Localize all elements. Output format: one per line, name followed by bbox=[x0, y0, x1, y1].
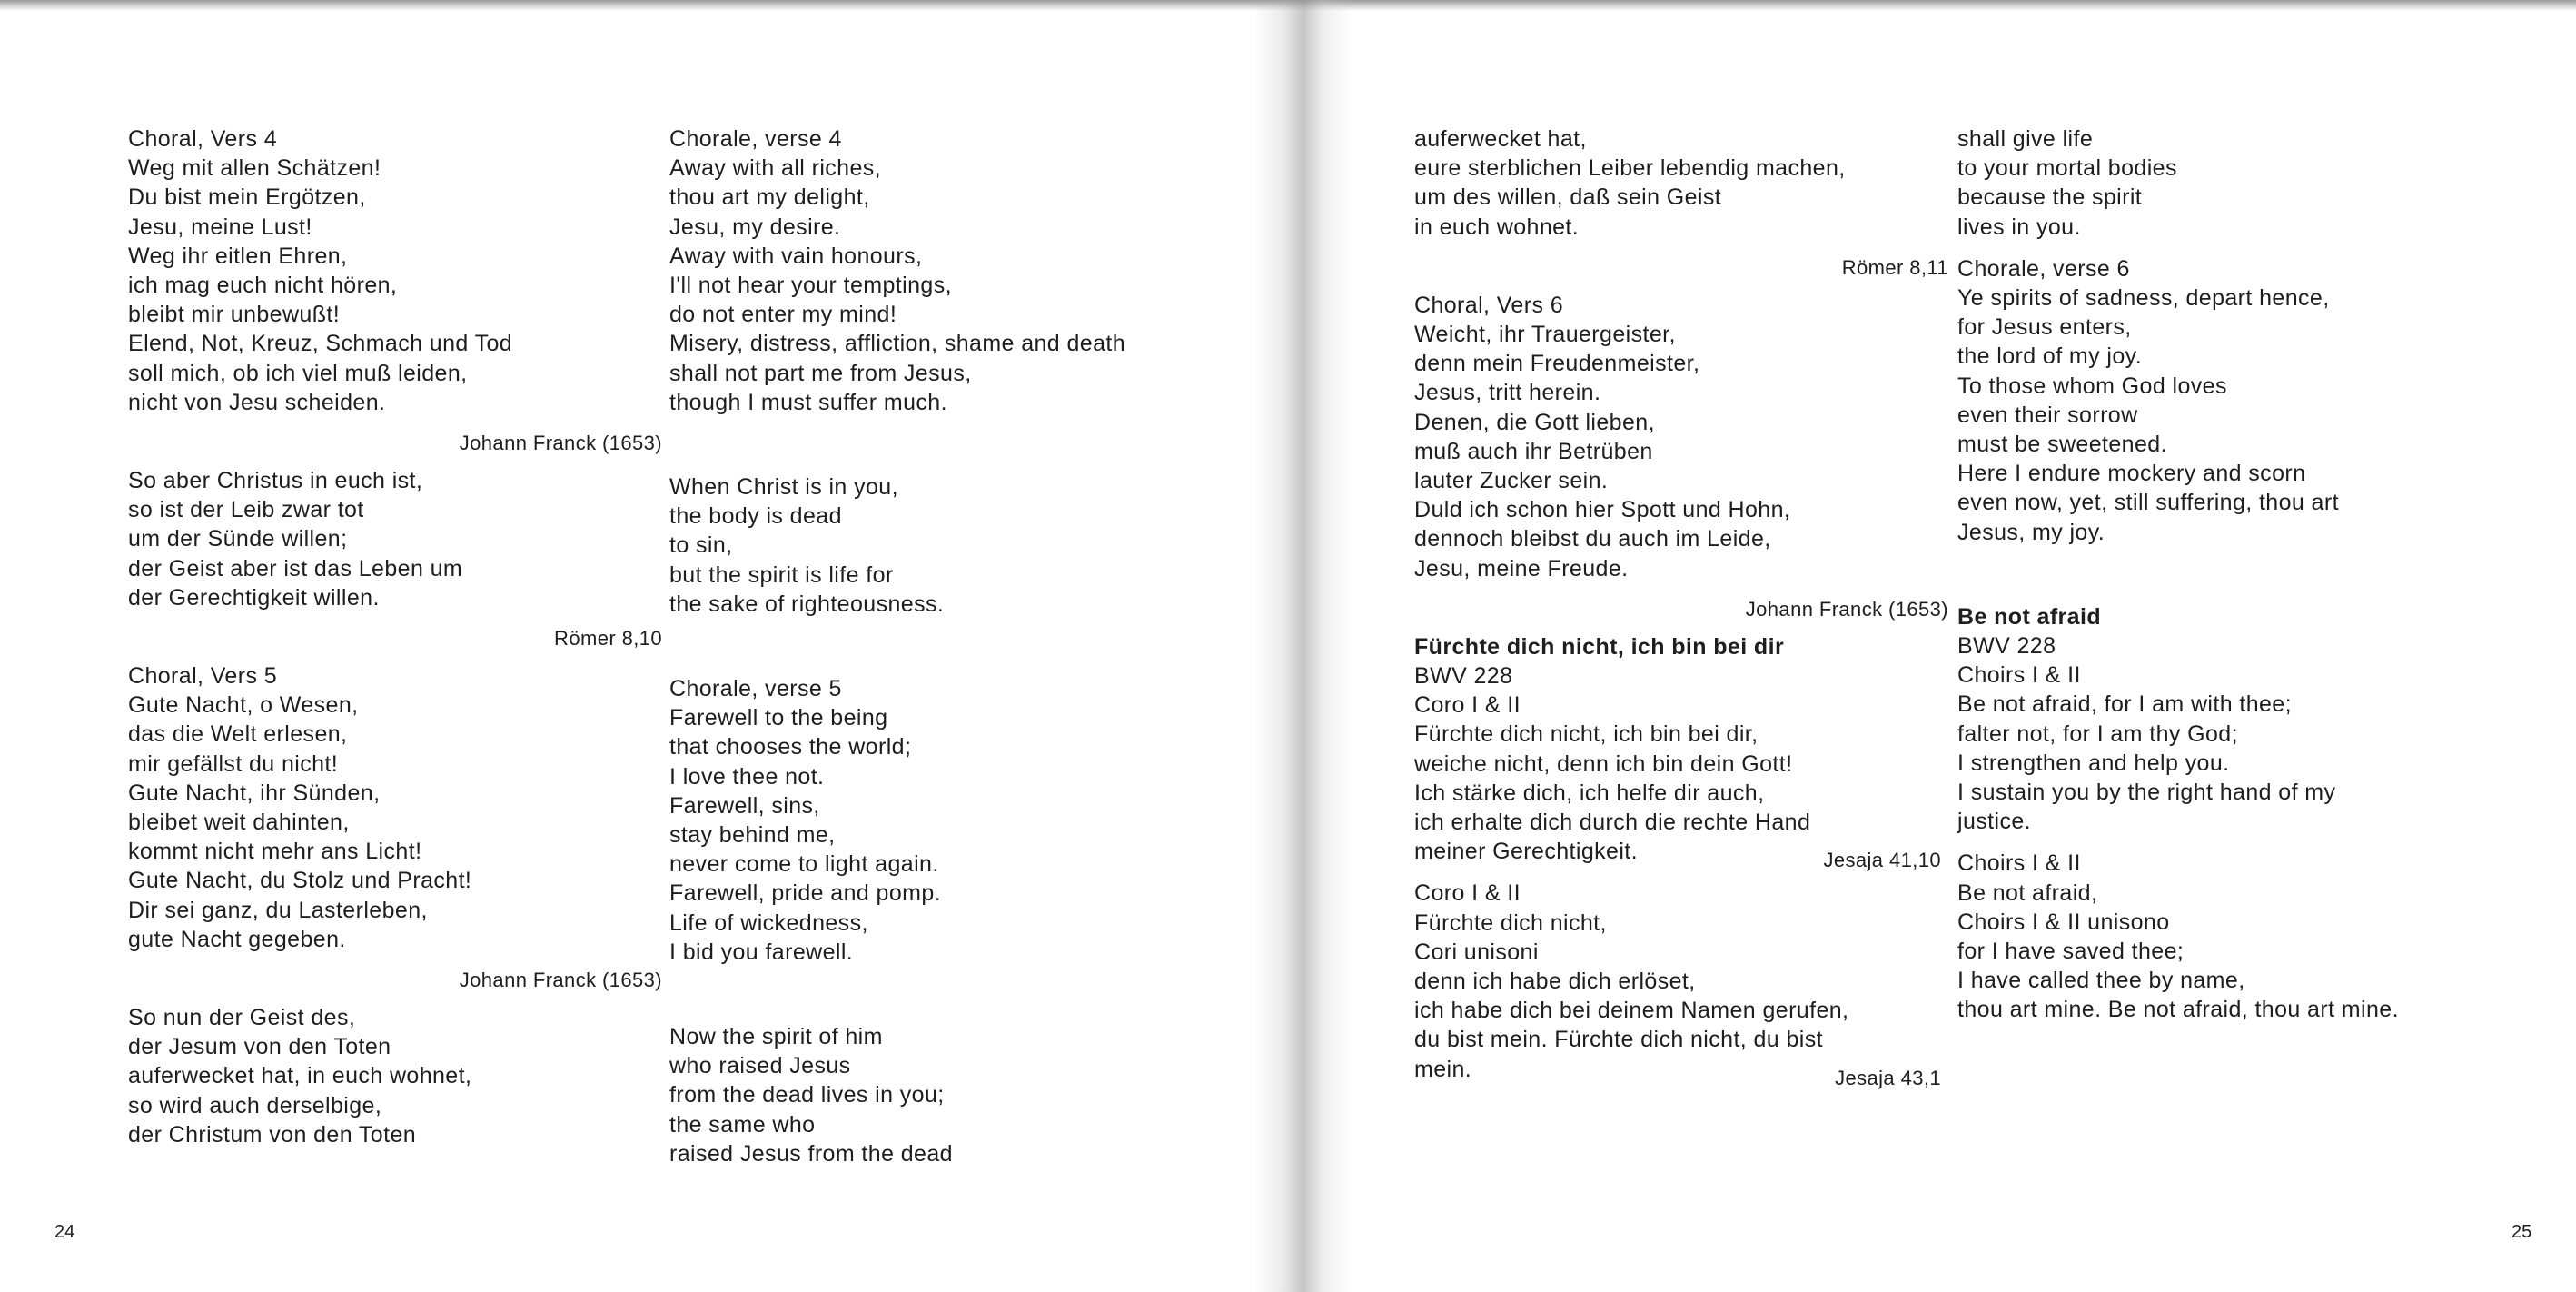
section-heading: Choral, Vers 5 bbox=[128, 663, 278, 690]
verse-line: muß auch ihr Betrüben bbox=[1414, 438, 1653, 464]
verse-line: falter not, for I am thy God; bbox=[1957, 721, 2238, 747]
verse-line: thou art mine. Be not afraid, thou art mine. bbox=[1957, 997, 2399, 1023]
verse-line: even now, yet, still suffering, thou art bbox=[1957, 490, 2339, 516]
verse-line: Fürchte dich nicht, ich bin bei dir, bbox=[1414, 721, 1759, 748]
verse-line: for I have saved thee; bbox=[1957, 939, 2185, 965]
verse-line: so wird auch derselbige, bbox=[128, 1092, 382, 1118]
verse-line: even their sorrow bbox=[1957, 402, 2138, 428]
book-spine-shadow bbox=[1253, 0, 1353, 1292]
section-heading: Choirs I & II unisono bbox=[1957, 909, 2170, 935]
verse-line: der Gerechtigkeit willen. bbox=[128, 584, 380, 611]
verse-line: Life of wickedness, bbox=[669, 909, 868, 936]
verse-line: that chooses the world; bbox=[669, 734, 912, 760]
section-heading: Choirs I & II bbox=[1957, 662, 2081, 689]
verse-line: the body is dead bbox=[669, 503, 842, 530]
section-heading: Be not afraid, bbox=[1957, 880, 2098, 906]
verse-line: gute Nacht gegeben. bbox=[128, 926, 346, 952]
verse-block bbox=[1414, 720, 1959, 872]
verse-line: Farewell, pride and pomp. bbox=[669, 880, 942, 907]
verse-line: Now the spirit of him bbox=[669, 1024, 883, 1050]
verse-block bbox=[1957, 690, 2502, 836]
verse-line: Elend, Not, Kreuz, Schmach und Tod bbox=[128, 331, 513, 357]
verse-line: shall not part me from Jesus, bbox=[669, 360, 972, 386]
verse-block bbox=[669, 1022, 1214, 1168]
verse-line-with-citation bbox=[1414, 837, 1959, 872]
inline-source-citation: Jesaja 43,1 bbox=[1835, 1066, 1941, 1089]
source-citation: Johann Franck (1653) bbox=[459, 432, 662, 455]
verse-block bbox=[1414, 967, 1959, 1089]
verse-block bbox=[669, 472, 1214, 619]
verse-block bbox=[1957, 124, 2502, 242]
verse-line: ich mag euch nicht hören, bbox=[128, 273, 398, 299]
verse-line: Gute Nacht, ihr Sünden, bbox=[128, 780, 381, 806]
stanza-spacer bbox=[669, 631, 1214, 674]
verse-line: to sin, bbox=[669, 532, 733, 559]
stanza-spacer bbox=[669, 979, 1214, 1022]
verse-line: To those whom God loves bbox=[1957, 373, 2227, 399]
verse-block bbox=[1957, 283, 2502, 547]
verse-line: I bid you farewell. bbox=[669, 939, 854, 965]
verse-line: to your mortal bodies bbox=[1957, 155, 2177, 182]
verse-line: I sustain you by the right hand of my bbox=[1957, 780, 2336, 806]
verse-line: Jesus, my joy. bbox=[1957, 519, 2105, 545]
verse-line: mein. bbox=[1414, 1056, 1472, 1082]
section-heading: Choirs I & II bbox=[1957, 850, 2081, 877]
verse-line: eure sterblichen Leiber lebendig machen, bbox=[1414, 155, 1846, 182]
piece-title: Fürchte dich nicht, ich bin bei dir bbox=[1414, 633, 1785, 660]
verse-line: nicht von Jesu scheiden. bbox=[128, 389, 386, 415]
verse-line: Ich stärke dich, ich helfe dir auch, bbox=[1414, 780, 1765, 806]
verse-line: ich erhalte dich durch die rechte Hand bbox=[1414, 810, 1811, 836]
verse-line: um der Sünde willen; bbox=[128, 526, 348, 552]
verse-line: das die Welt erlesen, bbox=[128, 721, 348, 748]
verse-line: denn ich habe dich erlöset, bbox=[1414, 969, 1696, 995]
verse-line: do not enter my mind! bbox=[669, 302, 897, 328]
verse-line-with-citation bbox=[1414, 1055, 1959, 1089]
source-citation: Römer 8,10 bbox=[554, 627, 662, 651]
stanza-spacer bbox=[1957, 560, 2502, 602]
source-citation: Johann Franck (1653) bbox=[459, 969, 662, 992]
inline-source-citation: Jesaja 41,10 bbox=[1823, 849, 1941, 872]
verse-line: denn mein Freudenmeister, bbox=[1414, 351, 1700, 377]
verse-line: Du bist mein Ergötzen, bbox=[128, 184, 366, 211]
verse-line: because the spirit bbox=[1957, 184, 2143, 211]
verse-line: Be not afraid, for I am with thee; bbox=[1957, 691, 2292, 718]
section-heading: Cori unisoni bbox=[1414, 939, 1539, 965]
section-heading: BWV 228 bbox=[1414, 663, 1513, 690]
piece-title: Be not afraid bbox=[1957, 603, 2101, 630]
section-heading: Chorale, verse 6 bbox=[1957, 255, 2130, 282]
verse-line: auferwecket hat, in euch wohnet, bbox=[128, 1063, 472, 1089]
verse-line: I strengthen and help you. bbox=[1957, 750, 2230, 776]
verse-line: Jesus, tritt herein. bbox=[1414, 380, 1601, 406]
verse-line: justice. bbox=[1957, 809, 2032, 835]
verse-block bbox=[128, 466, 673, 612]
verse-block bbox=[669, 154, 1214, 417]
verse-line: soll mich, ob ich viel muß leiden, bbox=[128, 360, 468, 386]
verse-line: Denen, die Gott lieben, bbox=[1414, 409, 1655, 435]
verse-line: bleibt mir unbewußt! bbox=[128, 302, 341, 328]
verse-line: kommt nicht mehr ans Licht! bbox=[128, 839, 422, 865]
section-heading: Choral, Vers 4 bbox=[128, 126, 278, 152]
verse-line: never come to light again. bbox=[669, 851, 939, 878]
verse-line: who raised Jesus bbox=[669, 1053, 851, 1079]
verse-line: for Jesus enters, bbox=[1957, 314, 2132, 341]
verse-line: the lord of my joy. bbox=[1957, 343, 2143, 370]
verse-line: lauter Zucker sein. bbox=[1414, 468, 1609, 494]
verse-line: auferwecket hat, bbox=[1414, 126, 1587, 152]
section-heading: Chorale, verse 4 bbox=[669, 126, 842, 152]
verse-line: though I must suffer much. bbox=[669, 389, 947, 415]
section-heading: Coro I & II bbox=[1414, 692, 1521, 719]
source-citation: Römer 8,11 bbox=[1841, 255, 1948, 279]
page-number-right: 25 bbox=[2512, 1222, 2532, 1242]
verse-block bbox=[1414, 320, 1959, 583]
verse-line: so ist der Leib zwar tot bbox=[128, 497, 364, 523]
verse-line: raised Jesus from the dead bbox=[669, 1140, 953, 1167]
column-german-right bbox=[1414, 124, 1959, 1097]
verse-line: Weg mit allen Schätzen! bbox=[128, 155, 381, 182]
section-heading: Coro I & II bbox=[1414, 880, 1521, 907]
verse-line: but the spirit is life for bbox=[669, 562, 894, 588]
verse-line: Jesu, my desire. bbox=[669, 214, 841, 240]
verse-block bbox=[128, 1003, 673, 1149]
verse-line: Farewell, sins, bbox=[669, 792, 820, 819]
verse-line: bleibet weit dahinten, bbox=[128, 810, 350, 836]
verse-line: meiner Gerechtigkeit. bbox=[1414, 839, 1638, 865]
page-number-left: 24 bbox=[54, 1222, 75, 1242]
verse-line: the sake of righteousness. bbox=[669, 591, 945, 617]
verse-line: weiche nicht, denn ich bin dein Gott! bbox=[1414, 750, 1793, 777]
verse-block bbox=[128, 154, 673, 417]
verse-line: lives in you. bbox=[1957, 214, 2081, 240]
column-english-right bbox=[1957, 124, 2502, 1038]
verse-line: Jesu, meine Lust! bbox=[128, 214, 312, 240]
section-heading: BWV 228 bbox=[1957, 633, 2056, 660]
verse-line: When Christ is in you, bbox=[669, 474, 898, 501]
verse-line: Weg ihr eitlen Ehren, bbox=[128, 243, 348, 269]
verse-line: mir gefällst du nicht! bbox=[128, 750, 339, 777]
section-heading: Choral, Vers 6 bbox=[1414, 292, 1564, 318]
verse-line: I'll not hear your temptings, bbox=[669, 273, 952, 299]
verse-line: from the dead lives in you; bbox=[669, 1082, 945, 1108]
verse-line: I love thee not. bbox=[669, 763, 825, 790]
verse-line: shall give life bbox=[1957, 126, 2094, 152]
verse-line: der Geist aber ist das Leben um bbox=[128, 555, 463, 581]
verse-line: dennoch bleibst du auch im Leide, bbox=[1414, 526, 1771, 552]
verse-line: must be sweetened. bbox=[1957, 432, 2167, 458]
verse-line: Ye spirits of sadness, depart hence, bbox=[1957, 285, 2330, 312]
section-heading: Fürchte dich nicht, bbox=[1414, 909, 1607, 936]
verse-line: Duld ich schon hier Spott und Hohn, bbox=[1414, 497, 1791, 523]
verse-line: stay behind me, bbox=[669, 822, 836, 849]
verse-line: Dir sei ganz, du Lasterleben, bbox=[128, 897, 428, 923]
verse-line: Jesu, meine Freude. bbox=[1414, 555, 1629, 581]
verse-block bbox=[1957, 937, 2502, 1025]
verse-line: der Jesum von den Toten bbox=[128, 1034, 391, 1060]
verse-line: So aber Christus in euch ist, bbox=[128, 468, 423, 494]
column-english-left bbox=[669, 124, 1214, 1181]
verse-line: the same who bbox=[669, 1111, 816, 1138]
verse-block bbox=[128, 691, 673, 954]
section-heading: Chorale, verse 5 bbox=[669, 676, 842, 702]
verse-line: I have called thee by name, bbox=[1957, 968, 2245, 994]
verse-line: um des willen, daß sein Geist bbox=[1414, 184, 1722, 211]
verse-line: Weicht, ihr Trauergeister, bbox=[1414, 322, 1676, 348]
verse-line: Here I endure mockery and scorn bbox=[1957, 461, 2306, 487]
verse-line: Away with all riches, bbox=[669, 155, 882, 182]
verse-line: Away with vain honours, bbox=[669, 243, 923, 269]
verse-line: der Christum von den Toten bbox=[128, 1121, 417, 1148]
stanza-spacer bbox=[669, 430, 1214, 472]
verse-line: ich habe dich bei deinem Namen gerufen, bbox=[1414, 998, 1849, 1024]
verse-line: Gute Nacht, du Stolz und Pracht! bbox=[128, 868, 472, 894]
column-german-left bbox=[128, 124, 673, 1162]
verse-line: Misery, distress, affliction, shame and death bbox=[669, 331, 1126, 357]
verse-line: in euch wohnet. bbox=[1414, 214, 1580, 240]
verse-block bbox=[669, 703, 1214, 967]
verse-line: Farewell to the being bbox=[669, 705, 888, 731]
verse-line: thou art my delight, bbox=[669, 184, 870, 211]
verse-block bbox=[1414, 124, 1959, 242]
source-citation: Johann Franck (1653) bbox=[1745, 597, 1948, 621]
verse-line: So nun der Geist des, bbox=[128, 1005, 356, 1031]
verse-line: Gute Nacht, o Wesen, bbox=[128, 692, 359, 719]
verse-line: du bist mein. Fürchte dich nicht, du bist bbox=[1414, 1027, 1823, 1053]
